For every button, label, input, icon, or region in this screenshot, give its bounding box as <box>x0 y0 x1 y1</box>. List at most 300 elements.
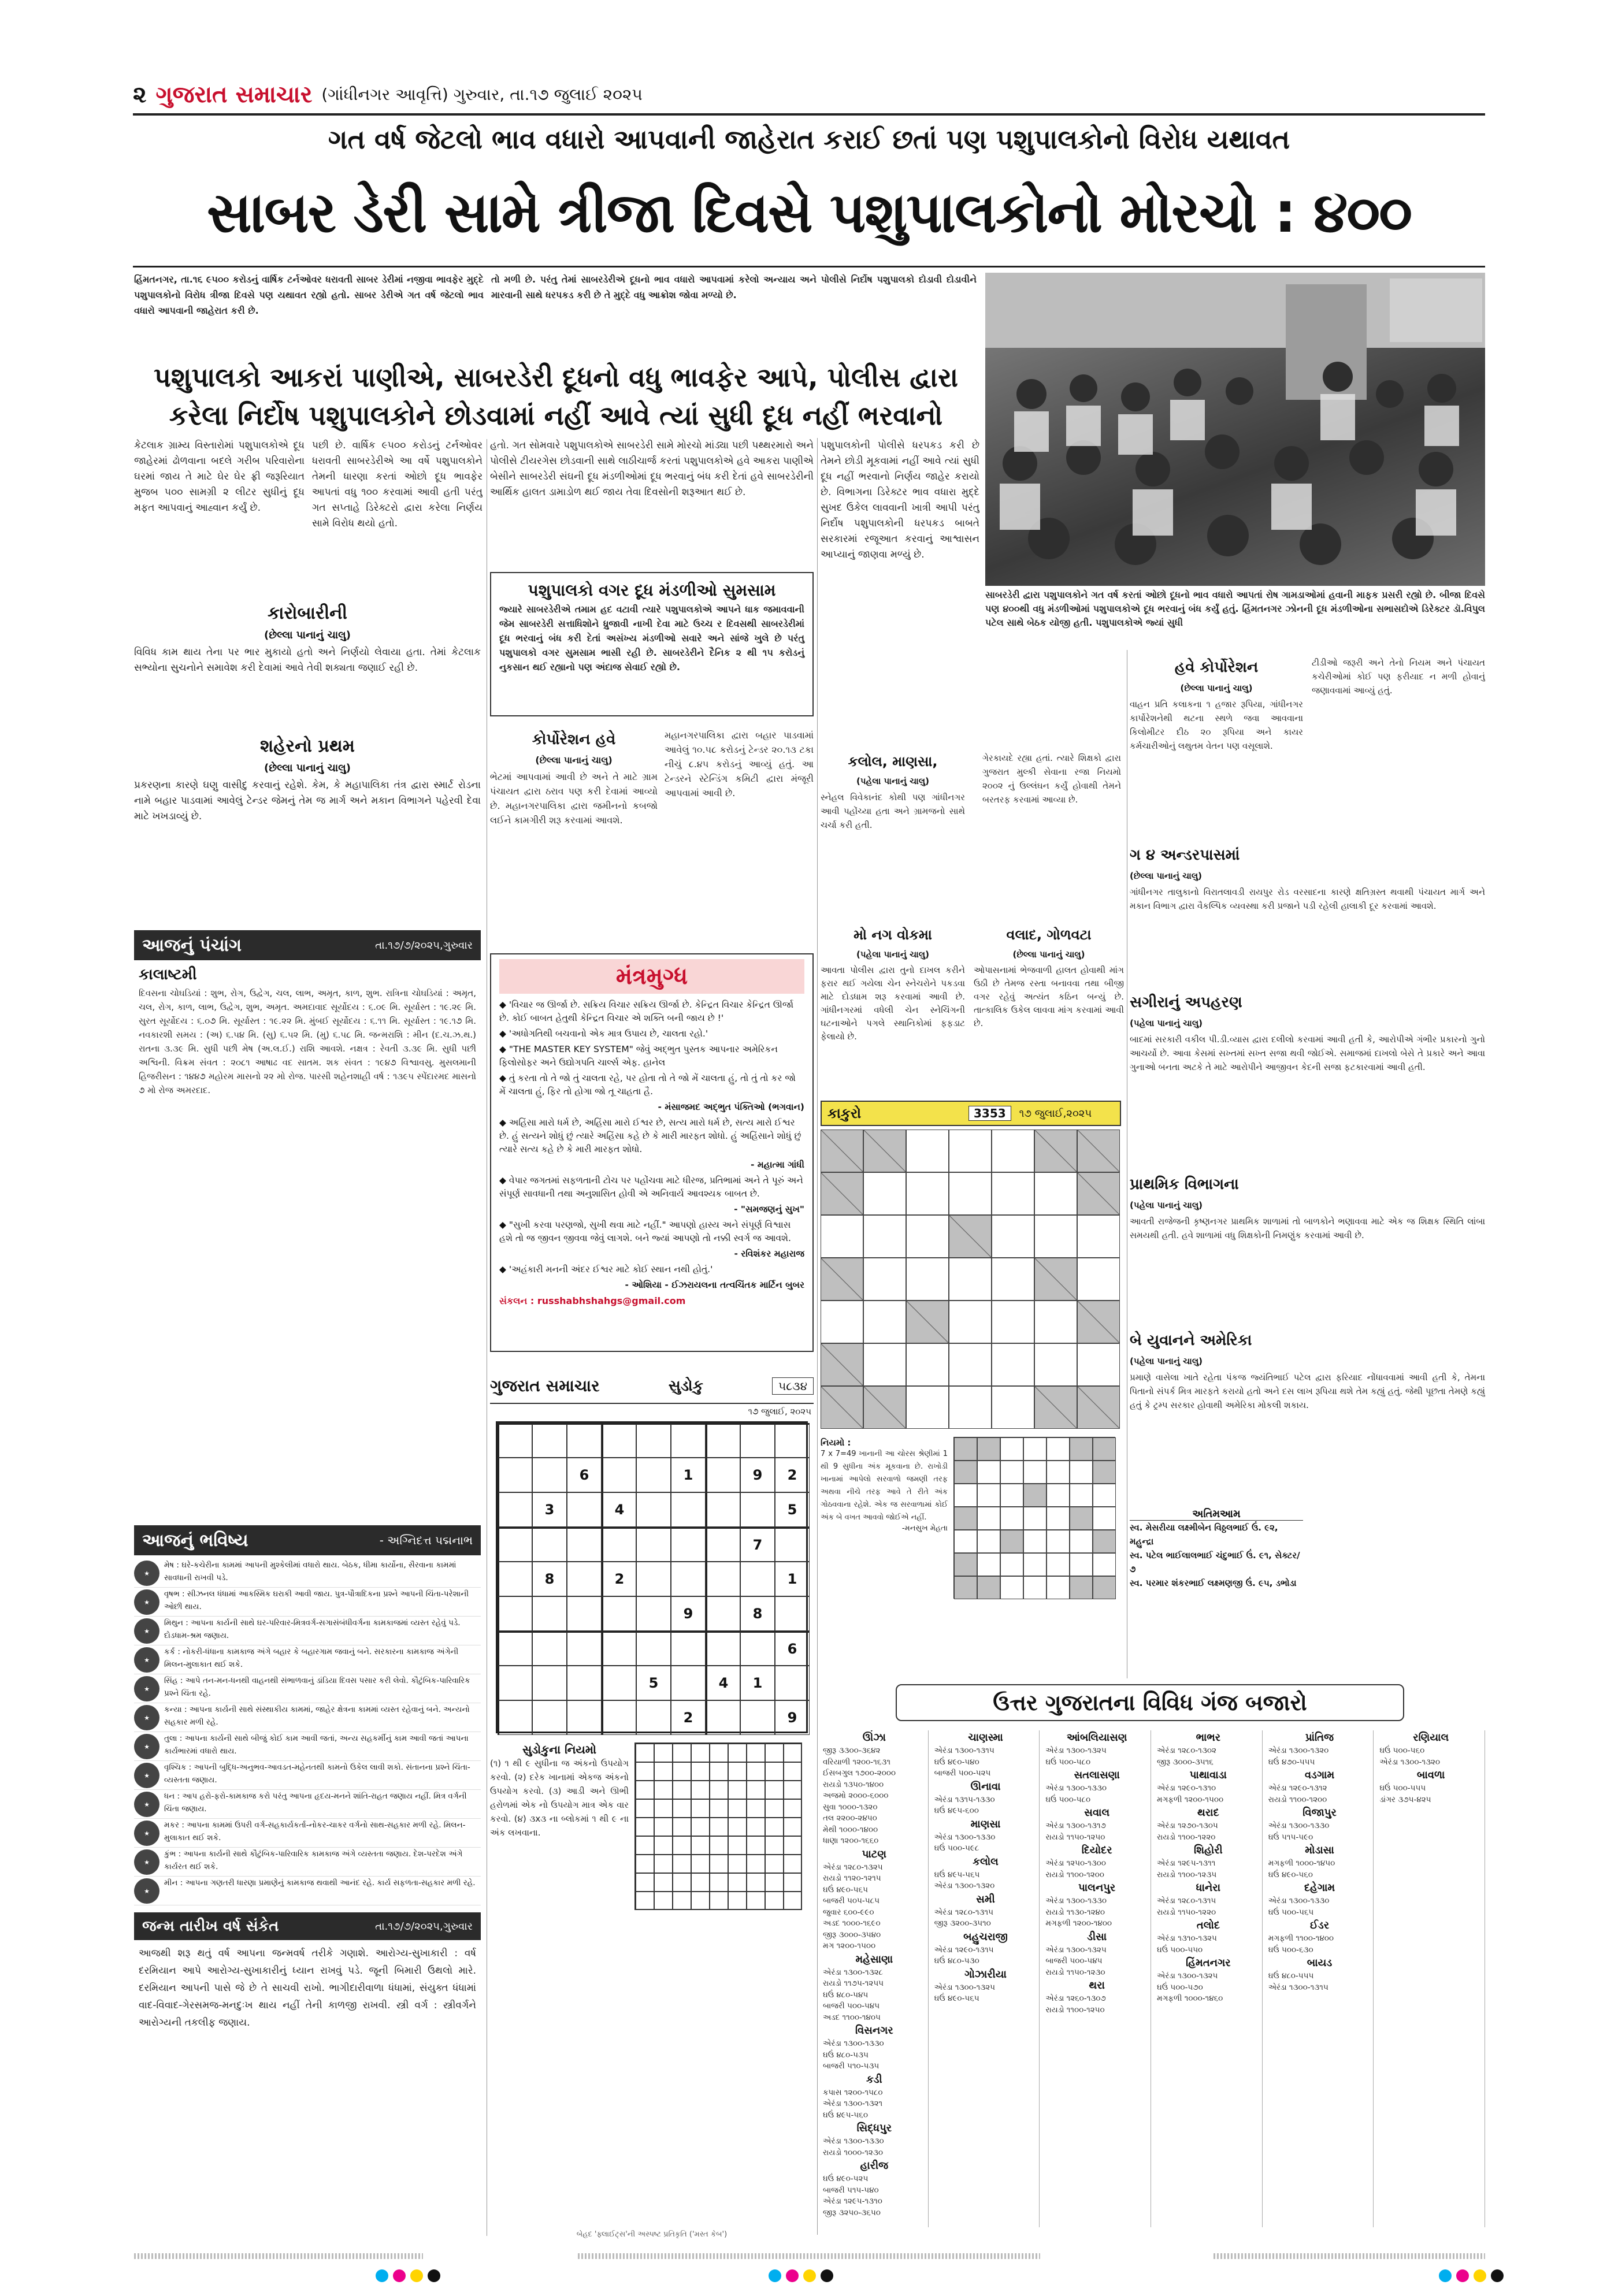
sudoku-cell[interactable] <box>706 1527 740 1562</box>
kakuro-cell[interactable] <box>1077 1258 1120 1301</box>
market-price-row: ઘઉં ૪૯૦-૫૬૦ <box>1268 1870 1313 1879</box>
sudoku-answer-cell <box>747 1781 765 1799</box>
market-price-row: તલ ૨૨૦૦-૨૪૫૦ <box>823 1814 877 1823</box>
sudoku-cell[interactable] <box>671 1666 706 1700</box>
zodiac-row <box>134 1645 481 1674</box>
sudoku-cell[interactable] <box>671 1492 706 1527</box>
kakuro-clue-cell <box>949 1215 992 1258</box>
market-price-row: એરંડા ૧૩૦૦-૧૩૨૦ <box>934 1881 995 1890</box>
sudoku-cell[interactable] <box>706 1423 740 1458</box>
prathmik-cont: (પહેલા પાનાનું ચાલુ) <box>1130 1200 1203 1210</box>
zodiac-sign-icon: ★ <box>134 1705 159 1730</box>
sudoku-answer-cell <box>765 1892 784 1910</box>
market-price-row: જીરૂ ૩૩૦૦-૩૬૪૨ <box>823 1746 881 1755</box>
kakuro-cell[interactable] <box>906 1130 949 1172</box>
market-price-row: રાયડો ૧૧૦૦-૧૨૩૫ <box>1157 1870 1217 1879</box>
sudoku-answer-cell <box>747 1892 765 1910</box>
sudoku-cell[interactable] <box>740 1423 775 1458</box>
sudoku-answer-cell <box>747 1818 765 1836</box>
valad-cont: (છેલ્લા પાનાનું ચાલુ) <box>1012 949 1085 960</box>
edition-date: (ગાંધીનગર આવૃત્તિ) ગુરુવાર, તા.૧૭ જુલાઈ ૨૦૨૫ <box>321 85 643 104</box>
sudoku-cell[interactable] <box>498 1458 532 1492</box>
kakuro-clue-cell <box>821 1343 863 1386</box>
headline-rule <box>133 266 1485 268</box>
sudoku-cell[interactable] <box>671 1631 706 1666</box>
sudoku-cell[interactable] <box>775 1666 810 1700</box>
panchang-section <box>134 930 481 1251</box>
shraddhanjali-title: અતિમઆમ <box>1130 1508 1303 1521</box>
market-price-row: ઘઉં ૫૦૦-૫૫૦ <box>1157 1945 1203 1955</box>
zodiac-text: વૃશ્ચિક : આપની બુદ્ધિ-અનુભવ-આવડત-મહેનતથી કામનો ઉકેલ લાવી શકો. સંતાનના પ્રશ્ને ચિંતા-વ્યસ્તતા જણાય. <box>164 1763 470 1785</box>
sudoku-answer-cell <box>691 1836 710 1855</box>
sudoku-cell[interactable] <box>567 1666 602 1700</box>
sudoku-cell[interactable] <box>671 1423 706 1458</box>
sudoku-cell[interactable] <box>706 1700 740 1735</box>
sudoku-cell[interactable] <box>775 1596 810 1631</box>
market-price-row: ડાંગર ૩૭૫-૪૨૫ <box>1379 1795 1431 1804</box>
kakuro-cell[interactable] <box>949 1258 992 1301</box>
bottom-bar-right <box>1214 2253 1485 2259</box>
sudoku-cell[interactable] <box>706 1492 740 1527</box>
kakuro-cell[interactable] <box>1034 1343 1077 1386</box>
market-price-row: એરંડા ૧૨૮૦-૧૩૦૨ <box>1157 1746 1216 1755</box>
market-name: આંબલિયાસણ <box>1066 1732 1127 1744</box>
sudoku-cell[interactable] <box>567 1423 602 1458</box>
market-name: થરાદ <box>1197 1807 1219 1819</box>
kakuro-cell[interactable] <box>949 1301 992 1343</box>
sudoku-cell[interactable] <box>706 1562 740 1596</box>
sudoku-answer-cell <box>636 1781 654 1799</box>
sudoku-cell[interactable]: 4 <box>706 1666 740 1700</box>
paper-name: ગુજરાત સમાચાર <box>155 81 313 108</box>
mandi-column <box>1043 1730 1151 2227</box>
kakuro-answer-cell <box>954 1484 977 1507</box>
market-price-row: જીરૂ ૩૨૫૦-૩૬૫૦ <box>823 2208 881 2217</box>
shraddhanjali-line: સ્વ. પટેલ ભાઈલાલભાઈ ચંદુભાઈ ઉં. ૯૧, સેક્ટર/ ૭ <box>1130 1550 1300 1574</box>
sudoku-cell[interactable] <box>706 1631 740 1666</box>
sudoku-answer-cell <box>728 1836 747 1855</box>
mandi-column <box>932 1730 1040 2227</box>
sudoku-cell[interactable] <box>636 1423 671 1458</box>
sudoku-cell[interactable] <box>532 1527 567 1562</box>
market-name: સમી <box>976 1893 995 1905</box>
sudoku-answer-cell <box>673 1762 691 1781</box>
sudoku-cell[interactable]: 9 <box>775 1700 810 1735</box>
kakuro-answer-cell <box>1046 1437 1070 1461</box>
kakuro-grid <box>821 1130 1120 1429</box>
kakuro-answer-cell <box>977 1553 1000 1576</box>
andar-text: ગાંધીનગર તાલુકાનો વિરાતલાવડી રાયપુર રોડ વરસાદના કારણે ક્ષતિગ્રસ્ત થવાથી પંચાયત માર્ગ અને મકાન વિભાગ દ્વારા વૈકલ્પિક વ્યવસ્થા કરી પ્રજાને પડી રહેલી હાલાકી દૂર કરવામાં આવશે. <box>1130 887 1485 911</box>
boxed-story-text: જ્યારે સાબરડેરીએ તમામ હદ વટાવી ત્યારે પશુપાલકોએ આપને ધાક જમાવવાની જેમ સાબરડેરી સત્તાધિશોને ધ્રુજાવી નાખી દેવા માટે ઉચ્ચ ર દિવસથી સાબરડેરીમાં દૂધ ભરવાનું બંધ કરી દેતાં અસંખ્ય મંડળીઓ સવારે અને સાંજે ખુલે છે પરંતુ પશુપાલકો વગર સુમસામ ભાસી રહી છે. સાબરડેરીને દૈનિક ૨ થી ૧૫ કરોડનું નુકસાન થઈ રહ્યાનો પણ અંદાજ સેવાઈ રહ્યો છે. <box>499 604 804 673</box>
sudoku-cell[interactable] <box>532 1458 567 1492</box>
market-name: માણસા <box>970 1818 1001 1830</box>
sudoku-cell[interactable] <box>567 1492 602 1527</box>
market-price-row: જુવાર ૬૦૦-૯૯૦ <box>823 1907 874 1917</box>
panchang-date: તા.૧૭/૭/૨૦૨૫,ગુરુવાર <box>375 939 473 952</box>
janma-text: આજથી શરૂ થતું વર્ષ આપના જન્મવર્ષ તરીકે ગણાશે. આરોગ્ય-સુખાકારી : વર્ષ દરમિયાન આપે આરોગ્ય-સુખાકારીનું ધ્યાન રાખવું પડે. જૂની બિમારી ઉથલો મારે. દરમિયાન આપની પાસે જે છે તે સાચવી રાખો. ભાગીદારીવાળા ધંધામાં, સંયુક્ત ધંધામાં વાદ-વિવાદ-ગેરસમજ-મનદુઃખ થાય નહીં તેની કાળજી રાખવી. સ્ત્રી વર્ગ : સ્ત્રીવર્ગને આરોગ્યની તકલીફ જણાય. <box>139 1948 476 2028</box>
masthead-rule <box>133 113 1485 116</box>
sudoku-cell[interactable]: 6 <box>567 1458 602 1492</box>
kakuro-cell[interactable] <box>1077 1215 1120 1258</box>
market-price-row: રાયડો ૧૧૭૫-૧૨૫૫ <box>823 1979 884 1988</box>
sudoku-title: સુડોકુ <box>668 1377 703 1395</box>
sudoku-cell[interactable] <box>532 1631 567 1666</box>
sudoku-answer-cell <box>654 1781 673 1799</box>
sudoku-cell[interactable]: 4 <box>602 1492 636 1527</box>
sudoku-cell[interactable] <box>498 1562 532 1596</box>
market-price-row: ઘઉં ૫૦૦-૫૫૫ <box>1379 1784 1426 1793</box>
valad-story <box>974 924 1124 1092</box>
market-name: બાયડ <box>1307 1957 1333 1969</box>
sudoku-answer-cell <box>728 1744 747 1762</box>
body-col-4: પશુપાલકોની પોલીસે ધરપકડ કરી છે તેમને છોડી મૂકવામાં નહીં આવે ત્યાં સુધી દૂધ નહીં ભરવાનો નિર્ણય જાહેર કરાયો છે. વિભાગના ડિરેક્ટર ભાવ વધારા મુદ્દે સુખદ ઉકેલ લાવવાની ખાત્રી આપી પરંતુ નિર્દોષ પશુપાલકોની ધરપકડ બાબતે સરકારમાં રજૂઆત કરવાનું આશ્વાસન આપ્યાનું જાણવા મળ્યું છે. <box>821 440 979 560</box>
sudoku-answer-cell <box>710 1818 728 1836</box>
sudoku-answer-cell <box>710 1744 728 1762</box>
sudoku-cell[interactable] <box>775 1527 810 1562</box>
market-price-row: મગ ૧૨૦૦-૧૫૦૦ <box>823 1941 876 1951</box>
sudoku-cell[interactable] <box>706 1458 740 1492</box>
sudoku-cell[interactable]: 5 <box>636 1666 671 1700</box>
zodiac-row <box>134 1559 481 1588</box>
market-price-row: બાજરી ૫૧૦-૫૩૫ <box>823 2061 879 2071</box>
kakuro-cell[interactable] <box>992 1215 1034 1258</box>
kakuro-cell[interactable] <box>821 1215 863 1258</box>
america-cont: (પહેલા પાનાનું ચાલુ) <box>1130 1356 1203 1366</box>
sudoku-cell[interactable] <box>740 1562 775 1596</box>
sudoku-answer-cell <box>765 1762 784 1781</box>
sudoku-cell[interactable]: 1 <box>775 1562 810 1596</box>
market-price-row: ઘઉં ૫૦૦-૫૮૦ <box>1045 1757 1091 1767</box>
market-name: ઈડર <box>1309 1919 1330 1931</box>
sudoku-cell[interactable] <box>775 1423 810 1458</box>
sudoku-cell[interactable]: 2 <box>775 1458 810 1492</box>
sudoku-cell[interactable] <box>740 1492 775 1527</box>
sudoku-cell[interactable]: 1 <box>671 1458 706 1492</box>
kakuro-cell[interactable] <box>992 1258 1034 1301</box>
sudoku-cell[interactable] <box>498 1423 532 1458</box>
sudoku-answer-cell <box>691 1873 710 1892</box>
sudoku-answer-cell <box>784 1762 802 1781</box>
sudoku-answer-cell <box>654 1892 673 1910</box>
page-number: ૨ <box>133 81 147 108</box>
sudoku-cell[interactable] <box>498 1666 532 1700</box>
kakuro-answer-cell <box>977 1484 1000 1507</box>
kakuro-cell[interactable] <box>992 1386 1034 1429</box>
market-price-row: એરંડા ૧૩૦૦-૧૩૨૫ <box>1157 1971 1218 1981</box>
sudoku-answer-cell <box>710 1873 728 1892</box>
crowd-illustration <box>985 273 1485 586</box>
kakuro-cell[interactable] <box>992 1301 1034 1343</box>
zodiac-row <box>134 1617 481 1645</box>
shraddhanjali-box <box>1130 1508 1303 1623</box>
kakuro-answer-cell <box>1000 1576 1023 1599</box>
lead-photo <box>985 273 1485 586</box>
market-price-row: ઘઉં ૫૦૦-૫૬૫ <box>1268 1907 1314 1917</box>
kakuro-cell[interactable] <box>906 1386 949 1429</box>
kakuro-cell[interactable] <box>1077 1343 1120 1386</box>
kakuro-cell[interactable] <box>906 1343 949 1386</box>
zodiac-row <box>134 1703 481 1732</box>
zodiac-row <box>134 1819 481 1848</box>
andar-title: ગ ૪ અન્ડરપાસમાં <box>1130 846 1240 864</box>
sudoku-cell[interactable] <box>532 1700 567 1735</box>
sudoku-cell[interactable]: 2 <box>602 1562 636 1596</box>
sudoku-cell[interactable] <box>636 1458 671 1492</box>
sudoku-answer-cell <box>728 1781 747 1799</box>
sudoku-cell[interactable] <box>636 1596 671 1631</box>
sudoku-cell[interactable] <box>532 1666 567 1700</box>
sudoku-cell[interactable] <box>740 1700 775 1735</box>
kakuro-answer-cell <box>1023 1553 1046 1576</box>
kakuro-cell[interactable] <box>906 1215 949 1258</box>
sudoku-cell[interactable] <box>567 1562 602 1596</box>
kakuro-cell[interactable] <box>863 1215 906 1258</box>
registration-dot <box>393 2269 406 2282</box>
kakuro-answer-cell <box>954 1576 977 1599</box>
kakuro-cell[interactable] <box>949 1386 992 1429</box>
kakuro-answer-cell <box>1046 1530 1070 1553</box>
registration-dot <box>803 2269 816 2282</box>
body-col-3: હતો. ગત સોમવારે પશુપાલકોએ સાબરડેરી સામે મોરચો માંડ્યા પછી પથ્થરમારો અને પોલીસે ટીયરગેસ છોડવાની સાથે લાઠીચાર્જ કરતાં પશુપાલકોએ હવે આકરા પાણીએ બેસીને સાબરડેરી સંઘની દૂધ મંડળીઓમાં દૂધ ભરવાનું બંધ કરી દેતાં હવે સાબરડેરીની આર્થિક હાલત ડામાડોળ થઈ જાય તેવા દિવસોની શરૂઆત થઈ છે. <box>490 440 814 498</box>
mantra-line: - ઓશિયા - ઈઝરાયલના તત્વચિંતક માર્ટિન બુબર <box>625 1280 804 1290</box>
kakuro-cell[interactable] <box>863 1172 906 1215</box>
sudoku-cell[interactable]: 8 <box>532 1562 567 1596</box>
sudoku-cell[interactable]: 8 <box>740 1596 775 1631</box>
zodiac-sign-icon: ★ <box>134 1676 159 1701</box>
sankalan-email: russhabhshahgs@gmail.com <box>537 1295 686 1306</box>
market-name: મોડાસા <box>1305 1844 1334 1856</box>
kakuro-cell[interactable] <box>863 1301 906 1343</box>
market-name: મહેસાણા <box>855 1953 893 1966</box>
market-name: કડી <box>866 2073 882 2086</box>
sudoku-cell[interactable] <box>498 1596 532 1631</box>
sudoku-cell[interactable] <box>567 1700 602 1735</box>
market-name: ધાનેરા <box>1196 1882 1221 1894</box>
sudoku-cell[interactable] <box>602 1596 636 1631</box>
masthead <box>133 80 1485 110</box>
mantra-lines <box>499 998 804 1292</box>
sudoku-cell[interactable] <box>532 1423 567 1458</box>
sudoku-cell[interactable] <box>671 1562 706 1596</box>
corp-text-2: મહાનગરપાલિકા દ્વારા બહાર પાડવામાં આવેલું ૧૦.૫૮ કરોડનું ટેન્ડર ૨૦.૧૩ ટકા નીચું ૮.૪૫ કરોડનું આવ્યું હતું. આ ટેન્ડરને સ્ટેન્ડિંગ કમિટી દ્વારા મંજૂરી આપવામાં આવી છે. <box>665 730 814 798</box>
kakuro-cell[interactable] <box>949 1343 992 1386</box>
mandi-column <box>1266 1730 1374 2227</box>
kakuro-answer-cell <box>977 1576 1000 1599</box>
mantra-line: ◆ 'વિચાર જ ઊર્જા છે. સક્રિય વિચાર સક્રિય ઊર્જા છે. કેન્દ્રિત વિચાર કેન્દ્રિત ઊર્જા છે. કોઈ બાબત હેતુથી કેન્દ્રિત વિચાર એ શક્તિ બની જાય છે !' <box>499 1000 794 1023</box>
market-price-row: એરંડા ૧૩૦૦-૧૩૩૦ <box>934 1832 996 1842</box>
kakuro-answer-cell <box>1070 1461 1093 1484</box>
market-name: પાથાવાડા <box>1189 1769 1227 1781</box>
sudoku-cell[interactable] <box>740 1631 775 1666</box>
market-name: તલોદ <box>1196 1919 1220 1931</box>
sudoku-cell[interactable]: 9 <box>740 1458 775 1492</box>
market-price-row: એરંડા ૧૨૯૦-૧૩૧૫ <box>934 1945 994 1955</box>
kakuro-answer-cell <box>1093 1553 1116 1576</box>
intro-col-2: તો મળી છે. પરંતુ તેમાં સાબરડેરીએ દૂધનો ભાવ વધારો આપવામાં કરેલો અન્યાય અને પોલીસે નિર્દોષ પશુપાલકો દોડાવી દોડાવીને મારવાની સાથે ધરપકડ કરી છે તે મુદ્દે વધુ આક્રોશ જોવા મળ્યો છે. <box>491 274 977 300</box>
market-price-row: એરંડા ૧૩૦૦-૧૩૨૫ <box>1045 1945 1107 1955</box>
zodiac-row <box>134 1588 481 1617</box>
market-price-row: એરંડા ૧૩૦૦-૧૩૩૦ <box>1268 1821 1330 1830</box>
market-name: રણિયાલ <box>1413 1732 1449 1744</box>
kakuro-cell[interactable] <box>1034 1172 1077 1215</box>
zodiac-sign-icon: ★ <box>134 1821 159 1846</box>
market-price-row: રાયડો ૧૦૦૦-૧૨૩૦ <box>823 2148 883 2157</box>
market-price-row: કપાસ ૧૨૦૦-૧૫૮૦ <box>823 2087 883 2097</box>
shaher-story <box>134 734 481 924</box>
kakuro-cell[interactable] <box>821 1301 863 1343</box>
kakuro-answer-cell <box>977 1461 1000 1484</box>
market-price-row: એરંડા ૧૩૦૦-૧૩૨૧ <box>823 2099 883 2108</box>
sudoku-cell[interactable] <box>498 1700 532 1735</box>
kakuro-answer-cell <box>1093 1437 1116 1461</box>
sudoku-answer-cell <box>747 1836 765 1855</box>
mandi-column <box>1155 1730 1263 2227</box>
corp-story <box>490 728 658 924</box>
sudoku-answer-cell <box>673 1781 691 1799</box>
sudoku-cell[interactable] <box>636 1700 671 1735</box>
sudoku-answer-cell <box>654 1762 673 1781</box>
america-story <box>1130 1329 1485 1502</box>
market-price-row: મગફળી ૧૨૦૦-૧૪૦૦ <box>1045 1919 1112 1928</box>
sudoku-answer-cell <box>747 1762 765 1781</box>
sudoku-answer-cell <box>691 1744 710 1762</box>
kakuro-cell[interactable] <box>1034 1215 1077 1258</box>
zodiac-text: સિંહ : આપે તન-મન-ધનથી વાહનથી સંભાળવાનું ડાંડિયા દિવસ પસાર કરી લેવો. કૌટુંબિક-પારિવારિક પ્રશ્ને ચિંતા રહે. <box>164 1676 470 1698</box>
sudoku-cell[interactable] <box>532 1596 567 1631</box>
sudoku-answer-cell <box>784 1781 802 1799</box>
zodiac-text: મીન : આપના ગણતરી ધારણા પ્રમાણેનું કામકાજ થવાથી આનંદ રહે. કાર્ય સફળતા-સહકાર મળી રહે. <box>164 1878 476 1888</box>
kakuro-cell[interactable] <box>1034 1301 1077 1343</box>
sudoku-cell[interactable] <box>706 1596 740 1631</box>
sudoku-answer-cell <box>784 1799 802 1818</box>
zodiac-text: કર્ક : નોકરી-ધંધાના કામકાજ અંગે બહાર કે બહારગામ જવાનું બને. સરકારના કામકાજ અંગેની મિલન-મુલાકાત થઈ શકે. <box>164 1647 459 1669</box>
market-price-row: રાયડો ૧૧૨૦-૧૨૧૫ <box>823 1874 881 1883</box>
kakuro-answer-cell <box>1000 1507 1023 1530</box>
kakuro-answer-cell <box>1070 1576 1093 1599</box>
mantra-sankalan <box>499 1295 804 1307</box>
sudoku-cell[interactable] <box>567 1527 602 1562</box>
sudoku-cell[interactable] <box>671 1527 706 1562</box>
zodiac-sign-icon: ★ <box>134 1561 159 1586</box>
sudoku-cell[interactable] <box>636 1527 671 1562</box>
janma-title: જન્મ તારીખ વર્ષ સંકેત <box>142 1917 279 1935</box>
sudoku-answer-cell <box>673 1818 691 1836</box>
zodiac-row <box>134 1761 481 1790</box>
sudoku-cell[interactable] <box>567 1596 602 1631</box>
sudoku-cell[interactable] <box>636 1631 671 1666</box>
market-price-row: બાજરી ૫૦૦-૫૪૫ <box>1045 1956 1103 1966</box>
sudoku-cell[interactable] <box>602 1423 636 1458</box>
market-price-row: ઈસબગુલ ૧૭૦૦-૨૦૦૦ <box>823 1769 896 1778</box>
sudoku-section <box>490 1369 814 2236</box>
sudoku-answer-cell <box>636 1836 654 1855</box>
kakuro-cell[interactable] <box>906 1172 949 1215</box>
sudoku-cell[interactable] <box>602 1666 636 1700</box>
sagira-title: સગીરાનું અપહરણ <box>1130 994 1242 1011</box>
mantra-line: - "સમજણનું સુખ" <box>734 1204 804 1214</box>
market-price-row: ઘઉં ૪૯૫-૫૬૦ <box>823 2110 868 2120</box>
sudoku-cell[interactable] <box>602 1700 636 1735</box>
kakuro-cell[interactable] <box>992 1130 1034 1172</box>
sudoku-answer-cell <box>765 1873 784 1892</box>
kakuro-header <box>821 1101 1121 1126</box>
valad-text: ઓપાસનામાં ભેજવાળી હાલત હોવાથી માંગ ઉઠી છે તેમજ રસ્તા બનાવવા તથા બીજી વગર રહેવું અત્યંત કઠિન બન્યું છે. તાત્કાલિક ઉકેલ લાવવા માંગ કરવામાં આવી છે. <box>974 965 1124 1028</box>
kakuro-cell[interactable] <box>949 1172 992 1215</box>
kakuro-clue-cell <box>1077 1172 1120 1215</box>
sudoku-cell[interactable] <box>602 1458 636 1492</box>
kakuro-cell[interactable] <box>863 1343 906 1386</box>
sudoku-cell[interactable] <box>602 1631 636 1666</box>
sudoku-answer-cell <box>636 1855 654 1873</box>
market-price-row: વરિયાળી ૧૨૦૦-૧૬૩૧ <box>823 1757 890 1767</box>
sudoku-answer-cell <box>728 1855 747 1873</box>
kakuro-clue-cell <box>863 1130 906 1172</box>
kakuro-cell[interactable] <box>992 1343 1034 1386</box>
kakuro-answer-cell <box>1093 1507 1116 1530</box>
registration-dot <box>769 2269 781 2282</box>
sudoku-cell[interactable] <box>498 1631 532 1666</box>
sudoku-cell[interactable]: 2 <box>671 1700 706 1735</box>
zodiac-text: કુંભ : આપના કાર્યની સાથે કૌટુંબિક-પારિવારિક કામકાજ અંગે વ્યસ્તતા જણાય. દેશ-પરદેશ અંગે કાર્યરત થઈ શકે. <box>164 1849 463 1871</box>
sudoku-cell[interactable]: 7 <box>740 1527 775 1562</box>
sudoku-cell[interactable] <box>636 1492 671 1527</box>
market-price-row: અજમો ૨૦૦૦-૬૦૦૦ <box>823 1791 889 1800</box>
market-price-row: અડદ ૧૧૦૦-૧૪૦૫ <box>823 2012 881 2022</box>
market-name: ગોઝારીયા <box>964 1968 1007 1981</box>
sudoku-cell[interactable]: 3 <box>532 1492 567 1527</box>
sudoku-answer-cell <box>710 1855 728 1873</box>
registration-dot <box>376 2269 388 2282</box>
andar-cont: (છેલ્લા પાનાનું ચાલુ) <box>1130 871 1203 881</box>
mandi-column <box>821 1730 929 2227</box>
market-price-row: મગફળી ૧૦૦૦-૧૪૫૦ <box>1268 1859 1335 1868</box>
sankalan-label: સંકલન : <box>499 1295 535 1306</box>
sagira-story <box>1130 991 1485 1164</box>
sudoku-cell[interactable] <box>498 1492 532 1527</box>
registration-dot <box>410 2269 423 2282</box>
kakuro-answer-cell <box>1023 1530 1046 1553</box>
mantra-line: ◆ "THE MASTER KEY SYSTEM" જેવું અદ્ભુત પુસ્તક આપનાર અમેરિકન ફિલોસોફર અને ઉદ્યોગપતિ ચાર્લ્સ એફ. હાનેલ <box>499 1044 778 1068</box>
market-name: બહુચરાજી <box>963 1930 1008 1943</box>
sudoku-cell[interactable] <box>498 1527 532 1562</box>
body-col-1: કેટલાક ગ્રામ્ય વિસ્તારોમાં પશુપાલકોએ દૂધ જાહેરમાં ઢોળવાના બદલે ગરીબ પરિવારોના ઘરમાં જાય તે માટે ઘેર ઘેર ફ્રી જરૂરિયાત મુજબ ૫૦૦ સામગ્રી ૨ લીટર સુધીનું દૂધ મફત આપવાનું આહ્વાન કર્યું છે. <box>134 440 305 514</box>
market-price-row: રાયડો ૧૧૦૦-૧૨૦૦ <box>1045 1870 1104 1879</box>
janma-section <box>134 1912 481 2236</box>
sudoku-answer-cell <box>673 1892 691 1910</box>
sudoku-cell[interactable]: 5 <box>775 1492 810 1527</box>
sudoku-cell[interactable]: 9 <box>671 1596 706 1631</box>
kakuro-clue-cell <box>821 1172 863 1215</box>
sudoku-answer-cell <box>691 1781 710 1799</box>
corp-text: ભેટમાં આપવામાં આવી છે અને તે માટે ગ્રામ પંચાયત દ્વારા ઠરાવ પણ કરી દેવામાં આવ્યો છે. મહાનગરપાલિકા દ્વારા જમીનનો કબજો લઈને કામગીરી શરૂ કરવામાં આવશે. <box>490 771 658 826</box>
sudoku-cell[interactable] <box>567 1631 602 1666</box>
market-price-row: ઘઉં ૪૮૦-૫૫૫ <box>1268 1971 1314 1981</box>
kakuro-cell[interactable] <box>863 1258 906 1301</box>
market-price-row: ઘઉં ૪૯૦-૫૨૫ <box>823 2174 869 2183</box>
zodiac-sign-icon: ★ <box>134 1647 159 1673</box>
kakuro-cell[interactable] <box>992 1172 1034 1215</box>
kakuro-answer-cell <box>1000 1553 1023 1576</box>
sudoku-cell[interactable] <box>602 1527 636 1562</box>
janma-date: તા.૧૭/૭/૨૦૨૫,ગુરુવાર <box>375 1920 473 1933</box>
sudoku-cell[interactable]: 6 <box>775 1631 810 1666</box>
kakuro-cell[interactable] <box>949 1130 992 1172</box>
kakuro-cell[interactable] <box>906 1258 949 1301</box>
sudoku-cell[interactable] <box>636 1562 671 1596</box>
sudoku-cell[interactable]: 1 <box>740 1666 775 1700</box>
prathmik-title: પ્રાથમિક વિભાગના <box>1130 1176 1239 1193</box>
kakuro-answer-cell <box>1023 1576 1046 1599</box>
